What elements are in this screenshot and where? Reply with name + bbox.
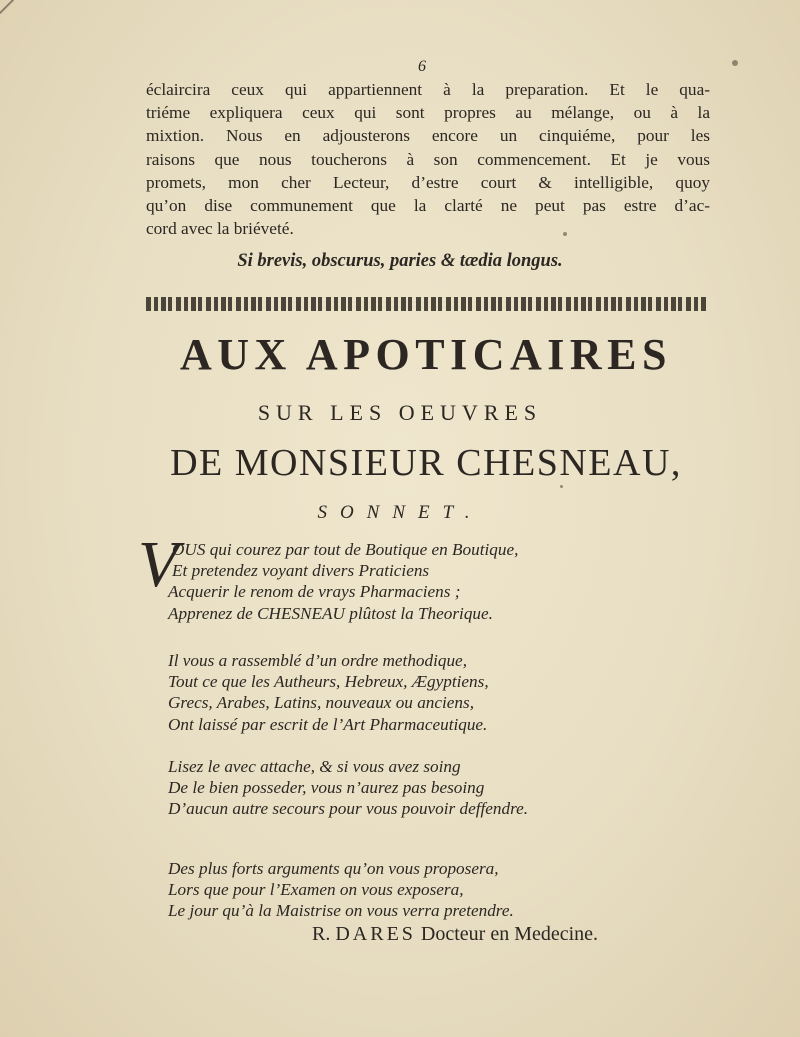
drop-capital: V <box>138 528 179 601</box>
verse-line: Des plus forts arguments qu’on vous proposera, <box>168 859 499 878</box>
verse-line: Acquerir le renom de vrays Pharmaciens ; <box>168 582 461 602</box>
prose-line: triéme expliquera ceux qui sont propres au mélange, ou à la <box>146 103 710 123</box>
page-number: 6 <box>418 58 426 75</box>
verse-line: Et pretendez voyant divers Praticiens <box>172 561 430 581</box>
heading-author: DE MONSIEUR CHESNEAU, <box>170 442 682 484</box>
verse-line: Apprenez de CHESNEAU plûtost la Theorique. <box>168 603 493 623</box>
latin-epigraph: Si brevis, obscurus, paries & tædia longus. <box>237 251 563 271</box>
prose-line: cord avec la briéveté. <box>146 219 294 239</box>
signature-name: DARES <box>335 923 416 945</box>
prose-line: mixtion. Nous en adjousterons encore un cinquiéme, pour les <box>146 126 710 146</box>
verse-line: Ont laissé par escrit de l’Art Pharmaceutique. <box>168 714 488 734</box>
sonnet-tercet-1 <box>168 756 728 820</box>
signature-title: Docteur en Medecine. <box>420 923 599 945</box>
heading-subtitle: SUR LES OEUVRES <box>257 400 543 425</box>
verse-line: Lisez le avec attache, & si vous avez soing <box>168 757 461 776</box>
prose-line: promets, mon cher Lecteur, d’estre court & intelligible, quoy <box>146 172 710 192</box>
sonnet-tercet-2 <box>168 858 728 922</box>
verse-line: De le bien posseder, vous n’aurez pas besoing <box>168 778 485 798</box>
poem-type-label: SONNET. <box>317 502 483 523</box>
verse-line: Le jour qu’à la Maistrise on vous verra pretendre. <box>168 901 514 921</box>
ink-speck <box>560 485 563 488</box>
verse-line: Grecs, Arabes, Latins, nouveaux ou anciens, <box>168 693 474 713</box>
prose-line: éclaircira ceux qui appartiennent à la preparation. Et le qua- <box>146 80 710 99</box>
sonnet-quatrain-2 <box>168 650 728 735</box>
prose-line: qu’on dise communement que la clarté ne peut pas estre d’ac- <box>146 196 710 216</box>
signature-initial: R. <box>312 923 331 945</box>
heading-title: AUX APOTICAIRES <box>179 330 672 379</box>
sonnet-quatrain-1 <box>168 539 732 624</box>
verse-line: OUS qui courez par tout de Boutique en Boutique, <box>172 540 519 559</box>
verse-line: Lors que pour l’Examen on vous exposera, <box>168 880 464 900</box>
verse-line: Il vous a rassemblé d’un ordre methodique, <box>168 651 467 670</box>
verse-line: Tout ce que les Autheurs, Hebreux, Ægyptiens, <box>168 672 489 692</box>
ink-speck <box>732 60 738 66</box>
prose-paragraph <box>146 78 710 240</box>
ornament-band <box>146 297 708 311</box>
page-stain <box>0 0 14 14</box>
verse-line: D’aucun autre secours pour vous pouvoir deffendre. <box>168 799 529 819</box>
prose-line: raisons que nous toucherons à son commencement. Et je vous <box>146 149 710 169</box>
signature <box>312 923 598 946</box>
